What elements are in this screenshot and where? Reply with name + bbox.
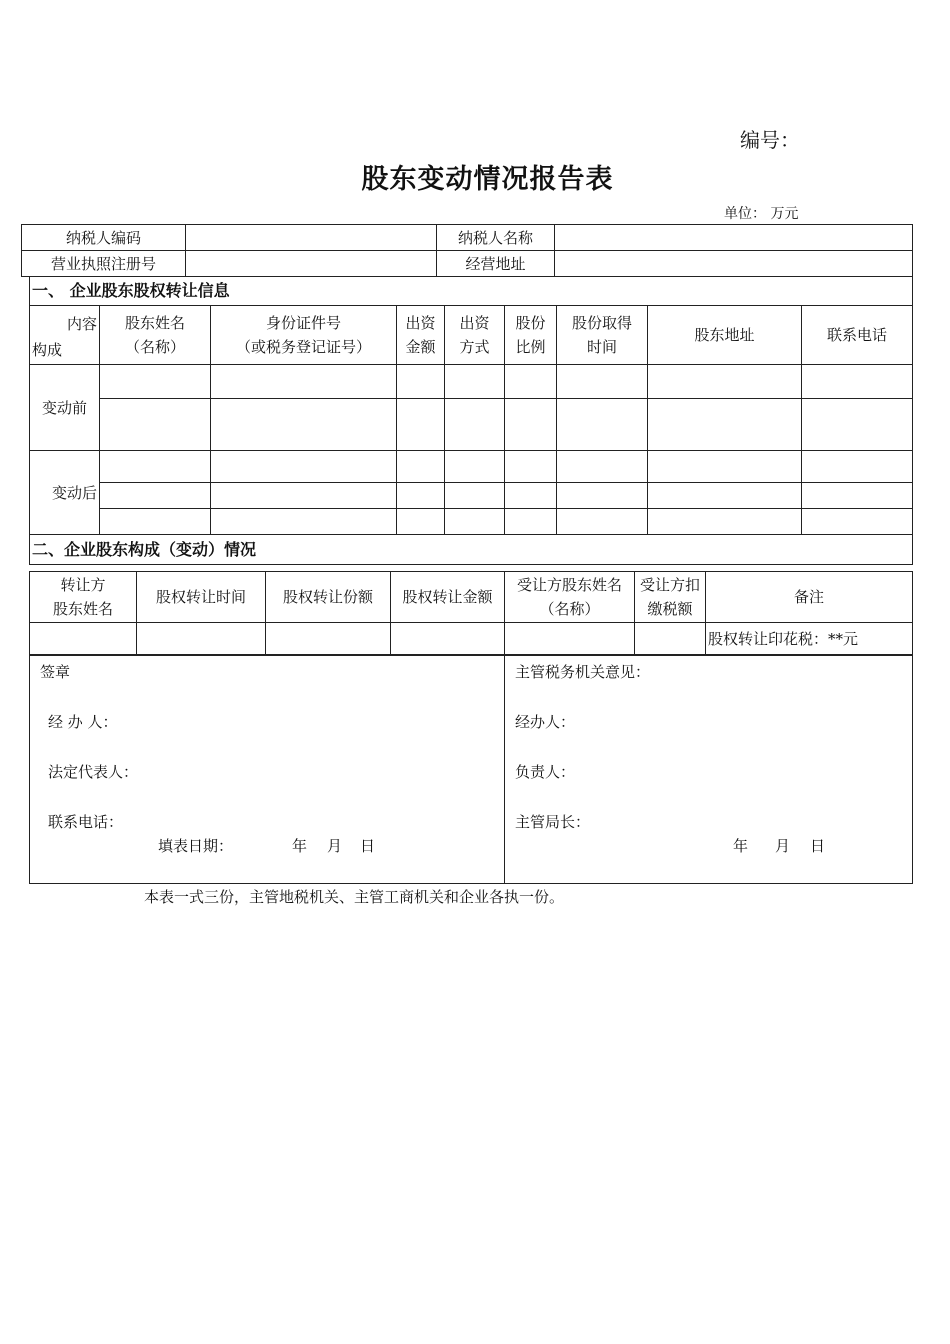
business-address-field[interactable]	[555, 251, 913, 277]
table-cell[interactable]	[397, 399, 445, 451]
table-cell[interactable]	[211, 451, 397, 483]
table-cell[interactable]	[445, 365, 505, 399]
company-signature-cell	[30, 656, 505, 884]
section1-title: 一、 企业股东股权转让信息	[30, 277, 913, 306]
table-cell[interactable]	[648, 483, 802, 509]
table-cell[interactable]	[211, 483, 397, 509]
day-label-right: 日	[810, 837, 826, 855]
table-cell[interactable]	[100, 451, 211, 483]
shareholder-composition-table	[29, 571, 913, 655]
col-transfer-time: 股权转让时间	[137, 572, 266, 623]
table-cell[interactable]	[211, 365, 397, 399]
table-cell[interactable]	[802, 509, 913, 535]
corner-header	[30, 306, 100, 365]
month-label: 月	[327, 837, 343, 855]
legal-rep-label: 法定代表人：	[48, 763, 139, 781]
col-withhold-tax: 受让方扣 缴税额	[635, 572, 706, 623]
col-shareholder-address: 股东地址	[648, 306, 802, 365]
col-id-number: 身份证件号 （或税务登记证号）	[211, 306, 397, 365]
tax-opinion-label: 主管税务机关意见：	[515, 663, 651, 681]
unit-value: 万元	[770, 206, 799, 222]
table-cell[interactable]	[557, 399, 648, 451]
seal-label: 签章	[40, 663, 71, 681]
table-cell[interactable]	[505, 509, 557, 535]
table-cell[interactable]	[505, 623, 635, 655]
unit-label-text: 单位：	[724, 206, 766, 222]
page-title: 股东变动情况报告表	[361, 164, 614, 195]
col-share-ratio: 股份 比例	[505, 306, 557, 365]
table-cell[interactable]	[648, 365, 802, 399]
unit-label	[724, 203, 798, 223]
fill-date-label: 填表日期：	[158, 837, 234, 855]
table-cell[interactable]	[445, 399, 505, 451]
section2-title: 二、企业股东构成（变动）情况	[30, 535, 913, 565]
responsible-label: 负责人：	[515, 763, 576, 781]
table-cell[interactable]	[557, 509, 648, 535]
table-cell[interactable]	[211, 399, 397, 451]
tax-authority-cell	[505, 656, 913, 884]
table-cell[interactable]	[137, 623, 266, 655]
table-cell[interactable]	[802, 399, 913, 451]
taxpayer-name-label: 纳税人名称	[437, 225, 555, 251]
year-label-right: 年	[733, 837, 749, 855]
handler-label: 经 办 人：	[48, 713, 118, 731]
phone-label: 联系电话：	[48, 813, 124, 831]
table-cell[interactable]	[445, 451, 505, 483]
month-label-right: 月	[775, 837, 791, 855]
day-label: 日	[360, 837, 376, 855]
table-cell[interactable]	[635, 623, 706, 655]
tax-handler-label: 经办人：	[515, 713, 576, 731]
table-cell[interactable]	[648, 451, 802, 483]
taxpayer-name-field[interactable]	[555, 225, 913, 251]
table-cell[interactable]	[397, 365, 445, 399]
table-cell[interactable]	[445, 483, 505, 509]
table-cell[interactable]	[505, 365, 557, 399]
table-cell[interactable]	[557, 483, 648, 509]
taxpayer-code-field[interactable]	[186, 225, 437, 251]
table-cell[interactable]	[505, 451, 557, 483]
col-contact-phone: 联系电话	[802, 306, 913, 365]
table-cell[interactable]	[30, 623, 137, 655]
table-cell[interactable]	[100, 509, 211, 535]
table-cell[interactable]	[648, 399, 802, 451]
table-cell[interactable]	[391, 623, 505, 655]
table-cell[interactable]	[505, 483, 557, 509]
footnote: 本表一式三份，主管地税机关、主管工商机关和企业各执一份。	[144, 888, 565, 906]
col-capital-method: 出资 方式	[445, 306, 505, 365]
taxpayer-info-table	[21, 224, 913, 277]
taxpayer-code-label: 纳税人编码	[22, 225, 186, 251]
table-cell[interactable]	[445, 509, 505, 535]
table-cell[interactable]	[505, 399, 557, 451]
col-transfer-share: 股权转让份额	[266, 572, 391, 623]
license-number-field[interactable]	[186, 251, 437, 277]
table-cell[interactable]	[557, 365, 648, 399]
table-cell[interactable]	[557, 451, 648, 483]
table-cell[interactable]	[802, 451, 913, 483]
after-change-label: 变动后	[30, 451, 100, 535]
table-cell[interactable]	[802, 365, 913, 399]
signature-table	[29, 655, 913, 884]
table-cell[interactable]	[100, 483, 211, 509]
col-capital-amount: 出资 金额	[397, 306, 445, 365]
corner-bottom: 构成	[32, 341, 63, 359]
table-cell[interactable]	[397, 483, 445, 509]
col-transferee-name: 受让方股东姓名 （名称）	[505, 572, 635, 623]
corner-top: 内容	[66, 315, 97, 333]
business-address-label: 经营地址	[437, 251, 555, 277]
col-shareholder-name: 股东姓名 （名称）	[100, 306, 211, 365]
table-cell[interactable]	[100, 399, 211, 451]
serial-number-label: 编号：	[740, 128, 800, 152]
col-acquire-time: 股份取得 时间	[557, 306, 648, 365]
director-label: 主管局长：	[515, 813, 591, 831]
year-label: 年	[292, 837, 308, 855]
table-cell[interactable]	[211, 509, 397, 535]
table-cell[interactable]	[397, 509, 445, 535]
col-note: 备注	[706, 572, 913, 623]
table-cell[interactable]	[648, 509, 802, 535]
col-transfer-amount: 股权转让金额	[391, 572, 505, 623]
stamp-tax-note: 股权转让印花税：**元	[706, 623, 913, 655]
table-cell[interactable]	[100, 365, 211, 399]
table-cell[interactable]	[802, 483, 913, 509]
before-change-label: 变动前	[30, 365, 100, 451]
table-cell[interactable]	[266, 623, 391, 655]
table-cell[interactable]	[397, 451, 445, 483]
col-transferor-name: 转让方 股东姓名	[30, 572, 137, 623]
shareholder-transfer-table	[29, 276, 913, 565]
license-number-label: 营业执照注册号	[22, 251, 186, 277]
